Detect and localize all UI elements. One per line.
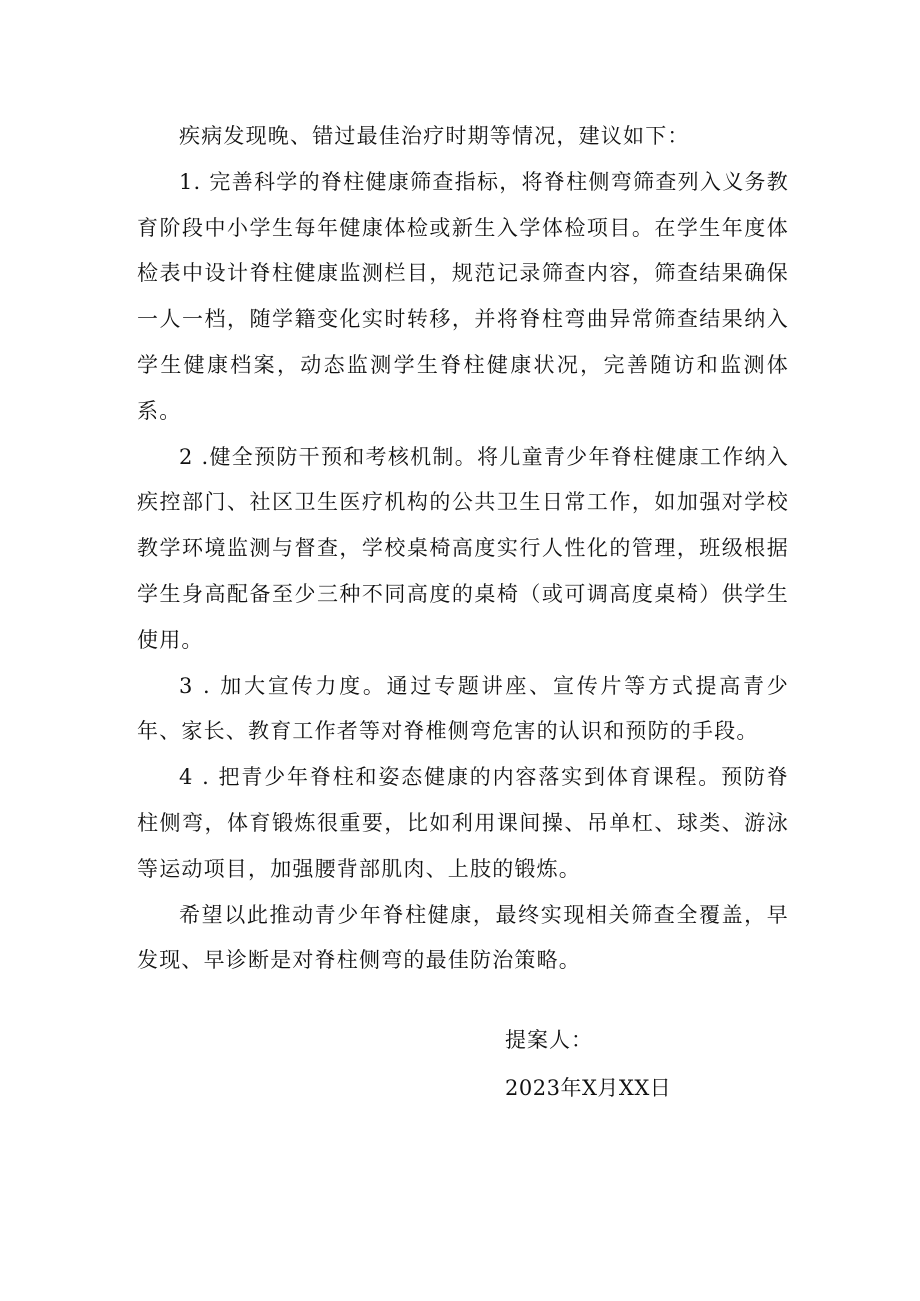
signature-label: 提案人： [505,1028,593,1052]
document-date: 2023年X月XX日 [505,1076,672,1100]
paragraph-conclusion: 希望以此推动青少年脊柱健康，最终实现相关筛查全覆盖，早发现、早诊断是对脊柱侧弯的最佳防治策略。 [137,902,789,973]
paragraph-point-1: 1. 完善科学的脊柱健康筛查指标，将脊柱侧弯筛查列入义务教育阶段中小学生每年健康体检或新生入学体检项目。在学生年度体检表中设计脊柱健康监测栏目，规范记录筛查内容，筛查结果确保一人一档，随学籍变化实时转移，并将脊柱弯曲异常筛查结果纳入学生健康档案，动态监测学生脊柱健康状况，完善随访和监测体系。 [137,169,789,423]
paragraph-point-4: 4 . 把青少年脊柱和姿态健康的内容落实到体育课程。预防脊柱侧弯，体育锻炼很重要，比如利用课间操、吊单杠、球类、游泳等运动项目，加强腰背部肌肉、上肢的锻炼。 [137,765,789,881]
document-body [137,114,789,984]
paragraph-point-3: 3 . 加大宣传力度。通过专题讲座、宣传片等方式提高青少年、家长、教育工作者等对脊椎侧弯危害的认识和预防的手段。 [137,673,789,744]
paragraph-point-2: 2 .健全预防干预和考核机制。将儿童青少年脊柱健康工作纳入疾控部门、社区卫生医疗机构的公共卫生日常工作，如加强对学校教学环境监测与督查，学校桌椅高度实行人性化的管理，班级根据学生身高配备至少三种不同高度的桌椅（或可调高度桌椅）供学生使用。 [137,444,789,652]
paragraph-intro: 疾病发现晚、错过最佳治疗时期等情况，建议如下： [179,124,690,148]
